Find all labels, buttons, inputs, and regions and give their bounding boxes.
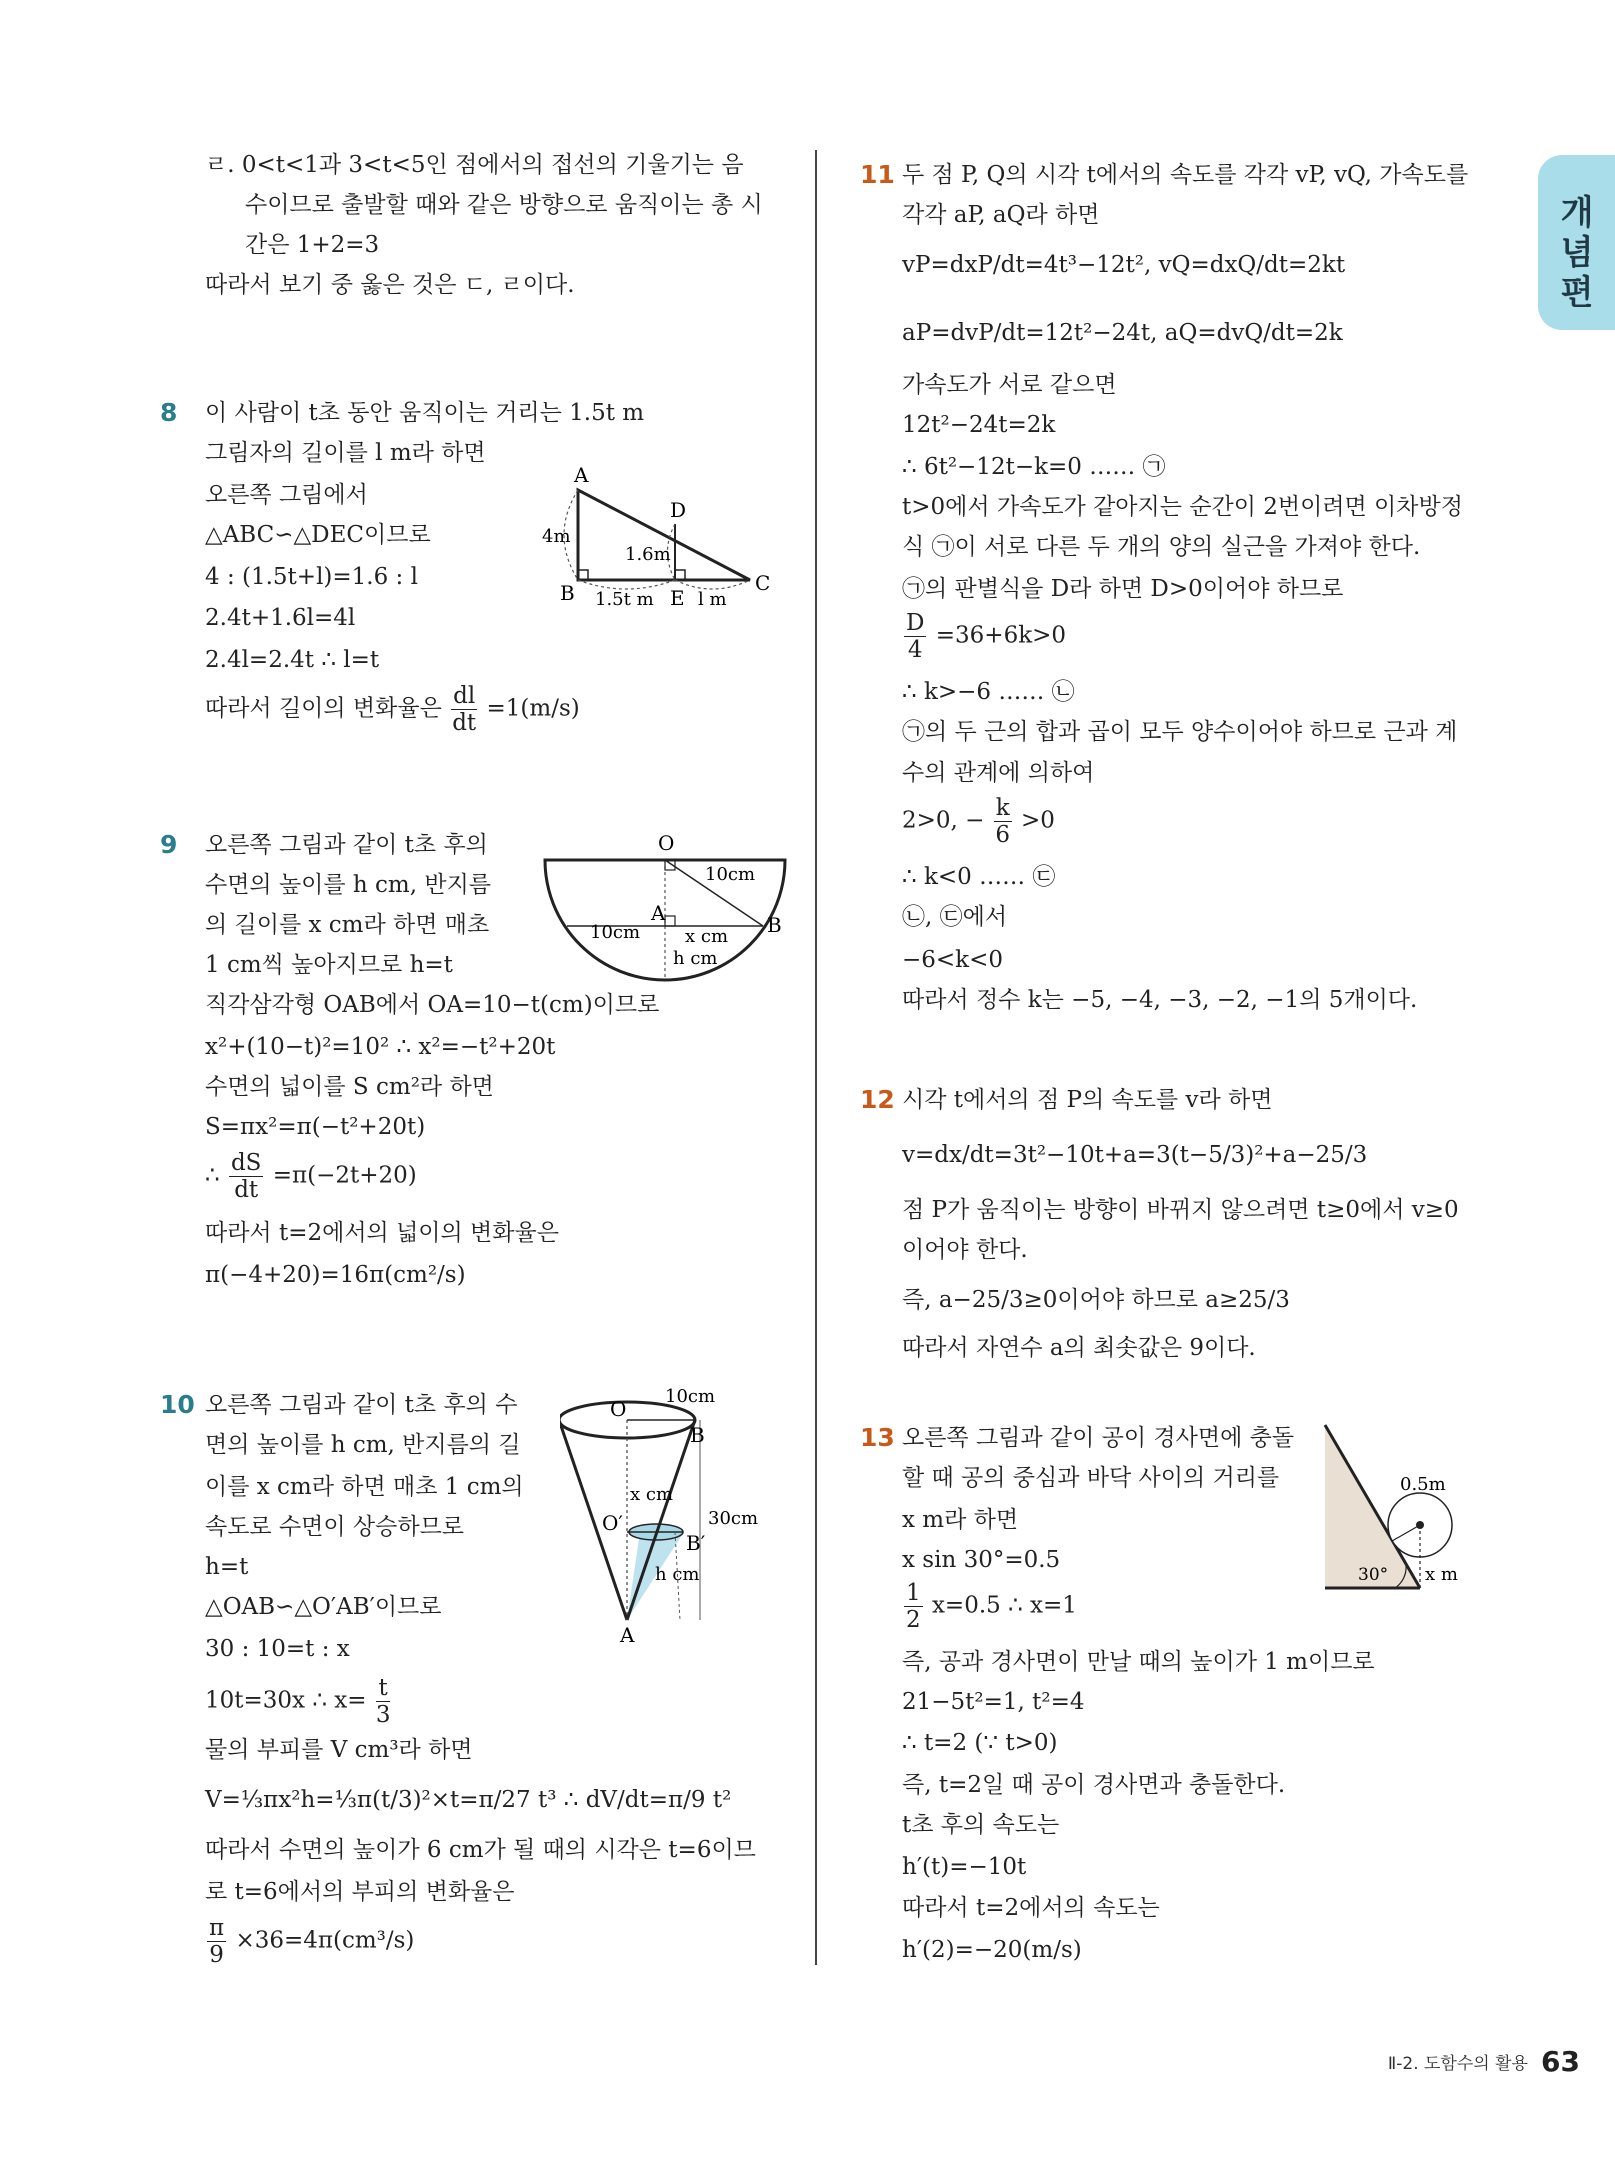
label-b: B (690, 1423, 705, 1447)
label-height: 30cm (708, 1508, 759, 1529)
page-footer (1280, 2045, 1580, 2078)
p7-line: 따라서 보기 중 옳은 것은 ㄷ, ㄹ이다. (205, 272, 575, 298)
p7-line: 수이므로 출발할 때와 같은 방향으로 움직이는 총 시 (245, 192, 763, 218)
label-b-prime: B′ (686, 1531, 706, 1555)
label-height-de: 1.6m (625, 544, 671, 565)
text: 2>0, − (902, 807, 985, 834)
p8-line: 이 사람이 t초 동안 움직이는 거리는 1.5t m (205, 400, 645, 426)
p11-line: 수의 관계에 의하여 (902, 760, 1095, 786)
text: =1(m/s) (486, 695, 580, 722)
p10-figure (560, 1380, 790, 1650)
tab-char: 개 (1560, 193, 1594, 233)
p9-line: 직각삼각형 OAB에서 OA=10−t(cm)이므로 (205, 992, 660, 1018)
p11-line: ∴ k>−6 …… ㉡ (902, 679, 1075, 705)
text: =36+6k>0 (935, 622, 1067, 649)
p13-line: x sin 30°=0.5 (902, 1547, 1061, 1573)
p9-line: x²+(10−t)²=10² ∴ x²=−t²+20t (205, 1034, 556, 1060)
p9-line: S=πx²=π(−t²+20t) (205, 1114, 426, 1140)
denominator: 2 (906, 1607, 921, 1633)
fraction (904, 1580, 923, 1633)
p13-line: 즉, t=2일 때 공이 경사면과 충돌한다. (902, 1772, 1286, 1798)
numerator: k (995, 795, 1010, 821)
numerator: 1 (906, 1580, 921, 1606)
numerator: dl (453, 683, 476, 709)
label-d: D (670, 498, 687, 522)
label-e: E (670, 586, 685, 610)
p11-line: aP=dvP/dt=12t²−24t, aQ=dvQ/dt=2k (902, 320, 1343, 346)
p11-line: vP=dxP/dt=4t³−12t², vQ=dxQ/dt=2kt (902, 252, 1346, 278)
section-tab (1538, 155, 1615, 330)
p10-line: 이를 x cm라 하면 매초 1 cm의 (205, 1474, 524, 1500)
fraction (994, 795, 1012, 848)
problem-number: 12 (860, 1085, 895, 1114)
label-x: x m (1425, 1564, 1458, 1585)
p10-line: V=⅓πx²h=⅓π(t/3)²×t=π/27 t³ ∴ dV/dt=π/9 t² (205, 1787, 732, 1813)
p10-line: 로 t=6에서의 부피의 변화율은 (205, 1879, 515, 1905)
label-radius: 0.5m (1400, 1474, 1446, 1495)
p8-line: 그림자의 길이를 l m라 하면 (205, 440, 486, 466)
numerator: dS (230, 1150, 262, 1176)
label-x: x cm (630, 1484, 674, 1505)
p13-figure (1320, 1420, 1500, 1595)
text: >0 (1021, 807, 1055, 834)
p11-line: 식 ㉠이 서로 다른 두 개의 양의 실근을 가져야 한다. (902, 534, 1421, 560)
tab-char: 념 (1560, 233, 1594, 273)
p11-line: ∴ 6t²−12t−k=0 …… ㉠ (902, 454, 1166, 480)
p10-line (205, 1675, 392, 1728)
section-title: Ⅱ-2. 도함수의 활용 (1387, 2054, 1528, 2074)
p11-line: ㉠의 두 근의 합과 곱이 모두 양수이어야 하므로 근과 계 (902, 719, 1458, 745)
p13-line: 할 때 공의 중심과 바닥 사이의 거리를 (902, 1465, 1280, 1491)
p10-line (205, 1915, 414, 1968)
p9-line (205, 1150, 417, 1203)
fraction (451, 683, 477, 736)
label-h: h cm (673, 948, 718, 969)
p9-line: 수면의 높이를 h cm, 반지름 (205, 872, 492, 898)
p8-line: 4 : (1.5t+l)=1.6 : l (205, 564, 418, 590)
label-be: 1.5t m (595, 589, 654, 610)
label-c: C (755, 571, 771, 595)
p10-line: 물의 부피를 V cm³라 하면 (205, 1737, 473, 1763)
p9-figure (535, 830, 795, 990)
p11-line: 12t²−24t=2k (902, 412, 1056, 438)
fraction (207, 1915, 226, 1968)
p11-line: ∴ k<0 …… ㉢ (902, 864, 1056, 890)
denominator: dt (452, 710, 477, 736)
column-divider (815, 150, 817, 1965)
fraction (904, 610, 926, 663)
label-x: x cm (685, 926, 729, 947)
denominator: 4 (907, 637, 923, 663)
fraction (229, 1150, 263, 1203)
p11-line: −6<k<0 (902, 947, 1004, 973)
text: ∴ (205, 1162, 220, 1189)
p12-line: 시각 t에서의 점 P의 속도를 v라 하면 (902, 1087, 1273, 1113)
p11-line: 두 점 P, Q의 시각 t에서의 속도를 각각 vP, vQ, 가속도를 (902, 162, 1469, 188)
p12-line: 이어야 한다. (902, 1237, 1028, 1263)
label-a: A (651, 901, 666, 925)
p13-line: 따라서 t=2에서의 속도는 (902, 1895, 1160, 1921)
page-number: 63 (1541, 2045, 1580, 2078)
numerator: t (376, 1675, 391, 1702)
denominator: 6 (995, 822, 1011, 848)
p13-line (902, 1580, 1077, 1633)
p9-line: 의 길이를 x cm라 하면 매초 (205, 912, 490, 938)
p13-line: ∴ t=2 (∵ t>0) (902, 1730, 1058, 1756)
p9-line: 수면의 넓이를 S cm²라 하면 (205, 1074, 494, 1100)
p11-line: ㉠의 판별식을 D라 하면 D>0이어야 하므로 (902, 576, 1344, 602)
p10-line: 30 : 10=t : x (205, 1636, 350, 1662)
label-ec: l m (698, 589, 727, 610)
p13-line: h′(t)=−10t (902, 1854, 1027, 1880)
p11-line: t>0에서 가속도가 같아지는 순간이 2번이려면 이차방정 (902, 494, 1463, 520)
p10-line: 면의 높이를 h cm, 반지름의 길 (205, 1432, 521, 1458)
p13-line: t초 후의 속도는 (902, 1812, 1060, 1838)
p7-line: 간은 1+2=3 (245, 232, 380, 258)
denominator: 3 (375, 1702, 391, 1728)
tab-char: 편 (1560, 273, 1594, 313)
p10-line: △OAB∽△O′AB′이므로 (205, 1594, 442, 1620)
p13-line: 오른쪽 그림과 같이 공이 경사면에 충돌 (902, 1425, 1295, 1451)
p12-line: v=dx/dt=3t²−10t+a=3(t−5/3)²+a−25/3 (902, 1142, 1368, 1168)
p9-line: π(−4+20)=16π(cm²/s) (205, 1262, 466, 1288)
p12-line: 점 P가 움직이는 방향이 바뀌지 않으려면 t≥0에서 v≥0 (902, 1197, 1459, 1223)
problem-number: 10 (160, 1390, 195, 1419)
denominator: 9 (209, 1942, 224, 1968)
p8-line: 오른쪽 그림에서 (205, 482, 368, 508)
label-b: B (767, 913, 782, 937)
right-angle-mark (665, 916, 675, 926)
p9-line: 오른쪽 그림과 같이 t초 후의 (205, 832, 488, 858)
label-top-radius: 10cm (665, 1386, 716, 1407)
p11-line (902, 795, 1055, 848)
p8-line: 2.4t+1.6l=4l (205, 605, 356, 631)
text: =π(−2t+20) (272, 1162, 417, 1189)
fraction (376, 1675, 391, 1728)
p11-line: 따라서 정수 k는 −5, −4, −3, −2, −1의 5개이다. (902, 987, 1418, 1013)
text: 10t=30x ∴ x= (205, 1687, 367, 1714)
p10-line: 오른쪽 그림과 같이 t초 후의 수 (205, 1392, 518, 1418)
label-angle: 30° (1358, 1565, 1389, 1585)
p13-line: 즉, 공과 경사면이 만날 때의 높이가 1 m이므로 (902, 1649, 1375, 1675)
text: x=0.5 ∴ x=1 (931, 1592, 1077, 1619)
problem-number: 9 (160, 830, 178, 859)
p11-line: 가속도가 서로 같으면 (902, 372, 1117, 398)
label-o-prime: O′ (602, 1511, 623, 1535)
p13-line: h′(2)=−20(m/s) (902, 1937, 1082, 1963)
p8-line (205, 683, 580, 736)
problem-number: 11 (860, 160, 895, 189)
problem-number: 13 (860, 1423, 895, 1452)
p9-line: 따라서 t=2에서의 넓이의 변화율은 (205, 1220, 559, 1246)
p8-line: 2.4l=2.4t ∴ l=t (205, 647, 380, 673)
problem-number: 8 (160, 398, 178, 427)
p12-line: 즉, a−25/3≥0이어야 하므로 a≥25/3 (902, 1287, 1290, 1313)
label-a: A (574, 463, 589, 487)
p13-line: x m라 하면 (902, 1507, 1019, 1533)
p12-line: 따라서 자연수 a의 최솟값은 9이다. (902, 1335, 1256, 1361)
numerator: D (906, 610, 925, 636)
p10-line: 따라서 수면의 높이가 6 cm가 될 때의 시각은 t=6이므 (205, 1837, 756, 1863)
p13-line: 21−5t²=1, t²=4 (902, 1689, 1085, 1715)
p11-line: ㉡, ㉢에서 (902, 904, 1008, 930)
label-height: 4m (542, 526, 571, 547)
p8-figure (530, 450, 790, 610)
label-b: B (560, 581, 575, 605)
numerator: π (209, 1915, 225, 1941)
label-radius: 10cm (705, 864, 756, 885)
p8-line: △ABC∽△DEC이므로 (205, 522, 431, 548)
p11-line (902, 610, 1066, 663)
p11-line: 각각 aP, aQ라 하면 (902, 202, 1100, 228)
triangle-abc (578, 490, 750, 580)
label-h: h cm (655, 1564, 700, 1585)
label-o: O (658, 831, 675, 855)
text: ×36=4π(cm³/s) (235, 1927, 415, 1954)
p10-line: h=t (205, 1554, 249, 1580)
cone-side (627, 1420, 695, 1620)
denominator: dt (234, 1177, 259, 1203)
label-radius-left: 10cm (590, 922, 641, 943)
p9-line: 1 cm씩 높아지므로 h=t (205, 952, 453, 978)
label-a: A (620, 1623, 635, 1647)
p7-line: ㄹ. 0<t<1과 3<t<5인 점에서의 접선의 기울기는 음 (205, 152, 744, 178)
text: 따라서 길이의 변화율은 (205, 695, 442, 722)
label-o: O (610, 1397, 627, 1421)
p10-line: 속도로 수면이 상승하므로 (205, 1514, 465, 1540)
